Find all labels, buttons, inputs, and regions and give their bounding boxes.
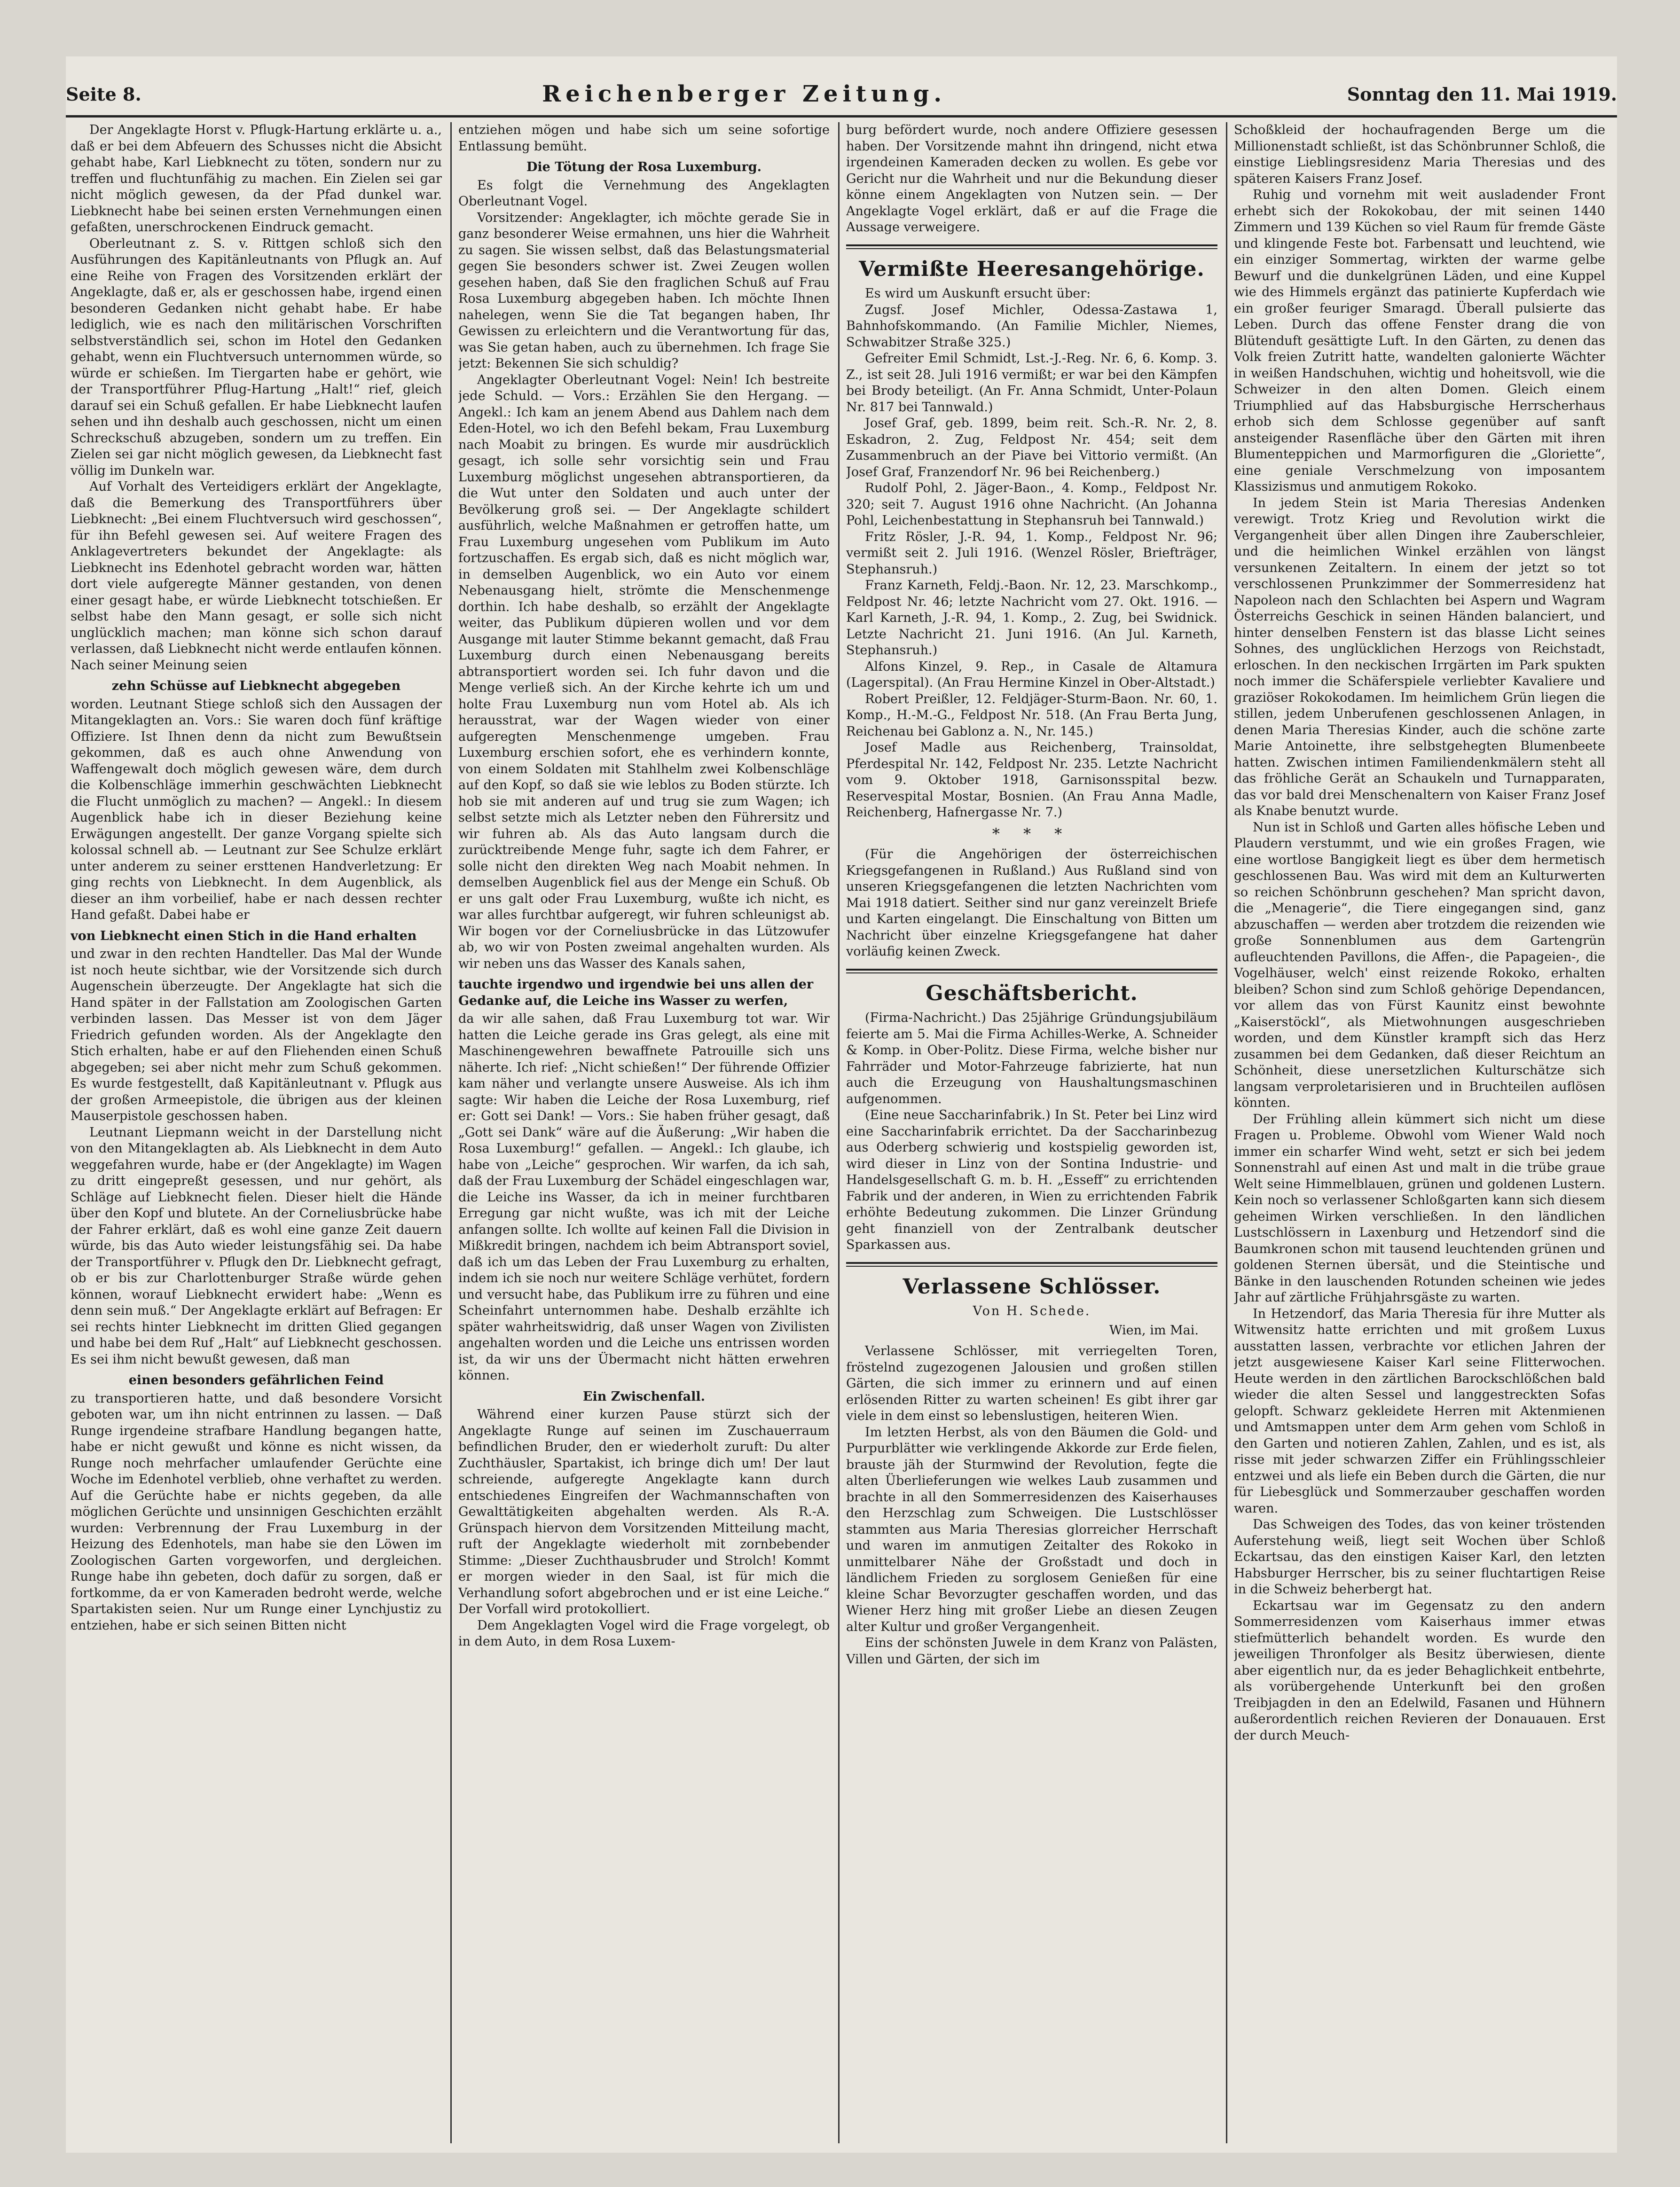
paragraph: Eckartsau war im Gegensatz zu den andern Sommerresidenzen vom Kaiserhaus immer etwas stiefmütterlich behandelt worden. Es wurde den jeweiligen Thronfolger als Besitz überwiesen, diente aber eigentlich nur, da es jeder Behaglichkeit entbehrte, als vorübergehende Unterkunft bei den großen Treibjagden in den an Edelwild, Fasanen und Hühnern außerordentlich reichen Revieren der Donauauen. Erst der durch Meuch- (1234, 1598, 1605, 1743)
paragraph: In Hetzendorf, das Maria Theresia für ihre Mutter als Witwensitz hatte errichten und mit großem Luxus ausstatten lassen, verbrachte vor etlichen Jahren der jetzt ausgewiesene Kaiser Karl seine Flitterwochen. Heute werden in den zärtlichen Barockschlößchen bald wieder die alten Sessel und langgestreckten Sofas gelopft. Schwarz gekleidete Herren mit Aktenmienen und Amtsmappen unter dem Arm gehen vom Schloß in den Garten und notieren Zahlen, Zahlen, und es ist, als risse mit jeder schwarzen Ziffer ein Frühlingsschleier entzwei und als liefe ein Beben durch die Gärten, die nur für Liebesglück und Sommerzauber geschaffen worden waren. (1234, 1306, 1605, 1516)
paragraph: Angeklagter Oberleutnant Vogel: Nein! Ich bestreite jede Schuld. — Vors.: Erzählen Sie den Hergang. — Angekl.: Ich kam an jenem Abend aus Dahlem nach dem Eden-Hotel, wo ich den Befehl bekam, Frau Luxemburg nach Moabit zu bringen. Es wurde mir ausdrücklich gesagt, ich solle sehr vorsichtig sein und Frau Luxemburg möglichst ungesehen abtransportieren, da die Wut unter den Soldaten und auch unter der Bevölkerung groß sei. — Der Angeklagte schildert ausführlich, welche Maßnahmen er getroffen hatte, um Frau Luxemburg ungesehen vom Publikum im Auto fortzuschaffen. Es ergab sich, daß es nicht möglich war, in demselben Augenblick, wo ein Auto vor einem Nebenausgang hielt, strömte die Menschenmenge dorthin. Ich habe deshalb, so erzählt der Angeklagte weiter, das Publikum düpieren wollen und vor dem Ausgange mit lauter Stimme bekannt gemacht, daß Frau Luxemburg durch einen Nebenausgang bereits abtransportiert worden sei. Ich fuhr davon und die Menge verließ sich. An der Kirche kehrte ich um und holte Frau Luxemburg nun vom Hotel ab. Als ich herausstrat, war der Wagen wieder von einer aufgeregten Menschenmenge umgeben. Frau Luxemburg erschien sofort, ehe es verhindern konnte, von einem Soldaten mit Stahlhelm zwei Kolbenschläge auf den Kopf, so daß sie wie leblos zu Boden stürzte. Ich hob sie mit anderen auf und trug sie zum Wagen; ich selbst setzte mich als Letzter neben den Führersitz und wir fuhren ab. Als das Auto langsam durch die zurücktreibende Menge fuhr, sagte ich dem Fahrer, er solle nicht den direkten Weg nach Moabit nehmen. In demselben Augenblick fiel aus der Menge ein Schuß. Ob er uns galt oder Frau Luxemburg, wußte ich nicht, es war alles furchtbar aufgeregt, wir fuhren schleunigst ab. Wir bogen vor der Corneliusbrücke in das Lützowufer ab, wo wir von Posten zweimal angehalten wurden. Als wir neben uns das Wasser des Kanals sahen, (458, 372, 830, 971)
paragraph: Oberleutnant z. S. v. Rittgen schloß sich den Ausführungen des Kapitänleutnants von Pflugk an. Auf eine Reihe von Fragen des Vorsitzenden erklärt der Angeklagte, daß er, als er geschossen habe, irgend einen besonderen Gedanken nicht gehabt habe. Er habe lediglich, wie es nach den militärischen Vorschriften selbstverständlich sei, schon im Hotel den Gedanken gehabt, wenn ein Fluchtversuch unternommen würde, so würde er schießen. Im Tiergarten habe er gehört, wie der Transportführer Pflug-Hartung „Halt!“ rief, gleich darauf sei ein Schuß gefallen. Er habe Liebknecht laufen sehen und ihn deshalb auch geschossen, nicht um einen Schreckschuß abzugeben, sondern um zu treffen. Ein Zielen sei gar nicht möglich gewesen, da Liebknecht fast völlig im Dunkeln war. (71, 236, 442, 478)
paragraph: Eins der schönsten Juwele in dem Kranz von Palästen, Villen und Gärten, der sich im (846, 1636, 1217, 1667)
newspaper-title: Reichenberger Zeitung. (542, 81, 947, 107)
list-item: Gefreiter Emil Schmidt, Lst.-J.-Reg. Nr. 6, 6. Komp. 3. Z., ist seit 28. Juli 1916 vermißt; er war bei den Kämpfen bei Brody beteiligt. (An Fr. Anna Schmidt, Unter-Polaun Nr. 817 bei Tannwald.) (846, 351, 1217, 415)
paragraph: (Firma-Nachricht.) Das 25jährige Gründungsjubiläum feierte am 5. Mai die Firma Achilles-Werke, A. Schneider & Komp. in Ober-Politz. Diese Firma, welche bisher nur Fahrräder und Motor-Fahrzeuge fabrizierte, hat nun auch die Erzeugung von Haushaltungsmaschinen aufgenommen. (846, 1011, 1217, 1106)
issue-date: Sonntag den 11. Mai 1919. (1347, 83, 1617, 105)
section-title: Verlassene Schlösser. (903, 1274, 1161, 1299)
subheading: tauchte irgendwo und irgendwie bei uns allen der Gedanke auf, die Leiche ins Wasser zu werfen, (458, 977, 814, 1008)
paragraph: entziehen mögen und habe sich um seine sofortige Entlassung bemüht. (458, 123, 830, 154)
paragraph: In jedem Stein ist Maria Theresias Andenken verewigt. Trotz Krieg und Revolution wirkt die Vergangenheit über allen Dingen ihre Zauberschleier, und die heimlichen Winkel erzählen von längst versunkenen Zeitaltern. In einem der jetzt so tot verschlossenen Prunkzimmer der Sommerresidenz hat Napoleon nach den Schlachten bei Aspern und Wagram Österreichs Geschick in seinen Händen balanciert, und hinter denselben Fenstern ist das blasse Licht seines Sohnes, des unglücklichen Herzogs von Reichstadt, erloschen. In den neckischen Irrgärten im Park spukten noch immer die Schäferspiele verliebter Kavaliere und graziöser Rokokodamen. Im heimlichem Grün liegen die stillen, jedem Unberufenen geschlossenen Anlagen, in denen Maria Theresias Kinder, auch die schöne zarte Marie Antoinette, ihre selbstgehegten Blumenbeete hatten. Zwischen intimen Familiendenkmälern steht all das fröhliche Gerät an Schaukeln und Turnapparaten, das vor bald drei Menschenaltern von Kaiser Franz Josef als Knabe benutzt wurde. (1234, 495, 1605, 818)
subheading: Ein Zwischenfall. (582, 1389, 706, 1404)
subheading: einen besonders gefährlichen Feind (128, 1373, 384, 1387)
section-rule (846, 1266, 1217, 1267)
paragraph: Dem Angeklagten Vogel wird die Frage vorgelegt, ob in dem Auto, in dem Rosa Luxem- (458, 1618, 830, 1649)
page-header (66, 75, 1617, 113)
paragraph: Der Angeklagte Horst v. Pflugk-Hartung erklärte u. a., daß er bei dem Abfeuern des Schusses nicht die Absicht gehabt habe, Karl Liebknecht zu töten, sondern nur zu treffen und fluchtunfähig zu machen. Ein Zielen sei gar nicht möglich gewesen, da der Pfad dunkel war. Liebknecht habe bei seinen ersten Vernehmungen einen gefaßten, unerschrockenen Eindruck gemacht. (71, 123, 442, 235)
dateline: Wien, im Mai. (1109, 1323, 1199, 1338)
byline: Von H. Schede. (973, 1304, 1091, 1318)
paragraph: Auf Vorhalt des Verteidigers erklärt der Angeklagte, daß die Bemerkung des Transportführers über Liebknecht: „Bei einem Fluchtversuch wird geschossen“, für ihn Befehl gewesen sei. Auf weitere Fragen des Anklagevertreters bekundet der Angeklagte: als Liebknecht ins Edenhotel gebracht worden war, hätten dort viele aufgeregte Männer gestanden, von denen einer gesagt habe, er würde Liebknecht totschießen. Er selbst habe den Mann gesagt, er solle sich nicht unglücklich machen; man könne sich schon darauf verlassen, daß Liebknecht nicht werde entlaufen können. Nach seiner Meinung seien (71, 479, 442, 673)
paragraph: (Eine neue Saccharinfabrik.) In St. Peter bei Linz wird eine Saccharinfabrik errichtet. Da der Saccharinbezug aus Oderberg schwierig und kostspielig geworden ist, wird dieser in Linz von der Sontina Industrie- und Handelsgesellschaft G. m. b. H. „Esseff“ zu errichtenden Fabrik und der anderen, in Wien zu errichtenden Fabrik erhöhte Bedeutung zukommen. Die Linzer Gründung geht finanziell von der Zentralbank deutscher Sparkassen aus. (846, 1108, 1217, 1252)
list-item: Josef Madle aus Reichenberg, Trainsoldat, Pferdespital Nr. 142, Feldpost Nr. 235. Letzte Nachricht vom 9. Oktober 1918, Garnisonsspital bezw. Reservespital Mostar, Bosnien. (An Frau Anna Madle, Reichenberg, Hafnergasse Nr. 7.) (846, 740, 1217, 820)
column-divider (838, 122, 840, 2143)
column-divider (1226, 122, 1227, 2143)
paragraph: Das Schweigen des Todes, das von keiner tröstenden Auferstehung weiß, liegt seit Wochen über Schloß Eckartsau, das den einstigen Kaiser Karl, den letzten Habsburger Herrscher, bis zu seiner fluchtartigen Reise in die Schweiz beherbergt hat. (1234, 1517, 1605, 1597)
column-4 (1234, 122, 1605, 2143)
paragraph: Leutnant Liepmann weicht in der Darstellung nicht von den Mitangeklagten ab. Als Liebknecht in dem Auto weggefahren wurde, habe er (der Angeklagte) im Wagen zu dritt eingepreßt gesessen, und nur gehört, als Schläge auf Liebknecht fielen. Dieser hielt die Hände über den Kopf und blutete. An der Corneliusbrücke habe der Fahrer erklärt, daß es wohl eine ganze Zeit dauern würde, bis das Auto wieder leistungsfähig sei. Da habe der Transportführer v. Pflugk den Dr. Liebknecht gefragt, ob er bis zur Charlottenburger Straße würde gehen können, worauf Liebknecht erwidert habe: „Wenn es denn sein muß.“ Der Angeklagte erklärt auf Befragen: Er sei rechts hinter Liebknecht im dritten Glied gegangen und habe bei dem Ruf „Halt“ auf Liebknecht geschossen. Es sei ihm nicht bewußt gewesen, daß man (71, 1125, 442, 1367)
subheading: zehn Schüsse auf Liebknecht abgegeben (111, 679, 401, 693)
paragraph: Verlassene Schlösser, mit verriegelten Toren, fröstelnd zugezogenen Jalousien und großen stillen Gärten, die sich immer zu erinnern und auf einen erlösenden Ritter zu warten scheinen! Es gibt ihrer gar viele in dem einst so lebenslustigen, heiteren Wien. (846, 1344, 1217, 1423)
section-rule (846, 969, 1217, 971)
subheading: von Liebknecht einen Stich in die Hand erhalten (71, 928, 417, 943)
section-rule (846, 1262, 1217, 1264)
separator-stars: * * * (992, 824, 1072, 843)
section-rule (846, 972, 1217, 973)
paragraph: burg befördert wurde, noch andere Offiziere gesessen haben. Der Vorsitzende mahnt ihn dringend, nicht etwa irgendeinen Kameraden decken zu wollen. Es gebe vor Gericht nur die Wahrheit und nur die Bekundung dieser könne einem Angeklagten von Nutzen sein. — Der Angeklagte Vogel erklärt, daß er auf die Frage die Aussage verweigere. (846, 123, 1217, 235)
list-item: Zugsf. Josef Michler, Odessa-Zastawa 1, Bahnhofskommando. (An Familie Michler, Niemes, Schwabitzer Straße 325.) (846, 302, 1217, 350)
column-1 (71, 122, 442, 2143)
paragraph: zu transportieren hatte, und daß besondere Vorsicht geboten war, um ihn nicht entrinnen zu lassen. — Daß Runge irgendeine strafbare Handlung begangen hatte, habe er nicht gewußt und könne es nicht wissen, da Runge noch mehrfacher umlaufender Gerüchte eine Woche im Edenhotel verblieb, ohne verhaftet zu werden. Auf die Gerüchte habe er nichts gegeben, da alle möglichen Gerüchte und unsinnigen Geschichten erzählt wurden: Verbrennung der Frau Luxemburg in der Heizung des Edenhotels, man habe sie den Löwen im Zoologischen Garten vorgeworfen, und dergleichen. Runge habe ihn gebeten, doch dafür zu sorgen, daß er fortkomme, da er von Kameraden bedroht werde, welche Spartakisten seien. Nur um Runge einer Lynchjustiz zu entziehen, habe er sich seinen Bitten nicht (71, 1391, 442, 1633)
paragraph: Während einer kurzen Pause stürzt sich der Angeklagte Runge auf seinen im Zuschauerraum befindlichen Bruder, den er wiederholt zuruft: Du alter Zuchthäusler, Spartakist, ich bringe dich um! Der laut schreiende, aufgeregte Angeklagte kann durch entschiedenes Eingreifen der Wachmannschaften von Gewalttätigkeiten abgehalten werden. Als R.-A. Grünspach hiervon dem Vorsitzenden Mitteilung macht, ruft der Angeklagte wiederholt mit zornbebender Stimme: „Dieser Zuchthausbruder und Strolch! Kommt er morgen wieder in den Saal, ist für mich die Verhandlung sofort abgebrochen und er ist eine Leiche.“ Der Vorfall wird protokolliert. (458, 1407, 830, 1616)
section-rule (846, 248, 1217, 249)
paragraph: Es wird um Auskunft ersucht über: (865, 286, 1091, 301)
paragraph: Nun ist in Schloß und Garten alles höfische Leben und Plaudern verstummt, und wie ein großes Fragen, wie eine wortlose Bangigkeit liegt es über dem hermetisch geschlossenen Bau. Was wird mit dem an Kulturwerten so reichen Schönbrunn geschehen? Man spricht davon, die „Menagerie“, die Tiere eingegangen sind, ganz abzuschaffen — werden aber trotzdem die reizenden wie große Sonnenblumen aus dem Gartengrün aufleuchtenden Pavillons, die Affen-, die Papageien-, die Vogelhäuser, welch' einst reizende Rokoko, erhalten bleiben? Schon sind zum Schloß gehörige Dependancen, vor allem das von Fürst Kaunitz einst bewohnte „Kaiserstöckl“, als Mietwohnungen ausgeschrieben worden, und dem Künstler krampft sich das Herz zusammen bei dem Gedanken, daß dieser Reichtum an Schönheit, diese unersetzlichen Kulturschätze sich langsam verproletarisieren und in Bruchteilen auflösen könnten. (1234, 820, 1605, 1110)
column-divider (450, 122, 452, 2143)
column-2 (458, 122, 830, 2143)
column-3 (846, 122, 1217, 2143)
paragraph: Vorsitzender: Angeklagter, ich möchte gerade Sie in ganz besonderer Weise ermahnen, uns hier die Wahrheit zu sagen. Sie wissen selbst, daß das Belastungsmaterial gegen Sie besonders schwer ist. Zwei Zeugen wollen gesehen haben, daß Sie den fraglichen Schuß auf Frau Rosa Luxemburg abgegeben haben. Ich möchte Ihnen nahelegen, wenn Sie die Tat begangen haben, Ihr Gewissen zu erleichtern und die Verantwortung für das, was Sie getan haben, auch zu übernehmen. Ich frage Sie jetzt: Bekennen Sie sich schuldig? (458, 210, 830, 371)
paragraph: Der Frühling allein kümmert sich nicht um diese Fragen u. Probleme. Obwohl vom Wiener Wald noch immer ein scharfer Wind weht, setzt er sich bei jedem Sonnenstrahl auf einen Ast und malt in die trübe graue Welt seine Himmelblauen, grünen und goldenen Lustern. Kein noch so verlassener Schloßgarten kann sich diesem geheimen Wirken verschließen. In den ländlichen Lustschlössern in Laxenburg und Hetzendorf sind die Baumkronen schon mit tausend leuchtenden grünen und goldenen Sternen übersät, und die Steintische und Bänke in den lauschenden Rotunden scheinen wie jedes Jahr auf zärtliche Frühjahrsgäste zu warten. (1234, 1112, 1605, 1305)
paragraph: und zwar in den rechten Handteller. Das Mal der Wunde ist noch heute sichtbar, wie der Vorsitzende sich durch Augenschein überzeugte. Der Angeklagte hat sich die Hand später in der Fallstation am Zoologischen Garten verbinden lassen. Das Messer ist von dem Jäger Friedrich gefunden worden. Als der Angeklagte den Stich erhalten, habe er auf den Fliehenden einen Schuß abgegeben; sei aber nicht mehr zum Schuß gekommen. Es wurde festgestellt, daß Kapitänleutnant v. Pflugk aus der großen Armeepistole, die übrigen aus der kleinen Mauserpistole geschossen haben. (71, 947, 442, 1123)
header-rule (66, 115, 1617, 118)
newspaper-page (66, 56, 1617, 2153)
paragraph: Es folgt die Vernehmung des Angeklagten Oberleutnant Vogel. (458, 178, 830, 209)
paragraph: da wir alle sahen, daß Frau Luxemburg tot war. Wir hatten die Leiche gerade ins Gras gelegt, als eine mit Maschinengewehren bewaffnete Patrouille sich uns näherte. Ich rief: „Nicht schießen!“ Der führende Offizier kam näher und verlangte unsere Ausweise. Als ich ihm sagte: Wir haben die Leiche der Rosa Luxemburg, rief er: Gott sei Dank! — Vors.: Sie haben früher gesagt, daß „Gott sei Dank“ wäre auf die Äußerung: „Wir haben die Rosa Luxemburg!“ gefallen. — Angekl.: Ich glaube, ich habe von „Leiche“ gesprochen. Wir warfen, da ich sah, daß der Frau Luxemburg der Schädel eingeschlagen war, die Leiche ins Wasser, da ich in meiner furchtbaren Erregung gar nicht wußte, was ich mit der Leiche anfangen sollte. Ich wollte auf keinen Fall die Division in Mißkredit bringen, nachdem ich beim Abtransport soviel, daß ich um das Leben der Frau Luxemburg zu erhalten, indem ich sie noch nur weitere Schläge verhütet, fordern und versucht habe, das Publikum irre zu führen und eine Scheinfahrt unternommen habe. Deshalb erzählte ich später wahrheitswidrig, daß unser Wagen von Zivilisten angehalten worden und die Leiche uns entrissen worden ist, da wir uns der Übermacht nicht hätten erwehren können. (458, 1011, 830, 1383)
paragraph: Schoßkleid der hochaufragenden Berge um die Millionenstadt schließt, ist das Schönbrunner Schloß, die einstige Lieblingsresidenz Maria Theresias und des späteren Kaisers Franz Josef. (1234, 123, 1605, 186)
subheading: Die Tötung der Rosa Luxemburg. (526, 160, 761, 174)
page-number: Seite 8. (66, 83, 141, 105)
paragraph: Ruhig und vornehm mit weit ausladender Front erhebt sich der Rokokobau, der mit seinen 1440 Zimmern und 139 Küchen so viel Raum für fremde Gäste und klingende Feste bot. Farbensatt und leuchtend, wie ein einziger Sommertag, wirkten der warme gelbe Bewurf und die dunkelgrünen Läden, und eine Kuppel wie des Himmels ergänzt das patinierte Kupferdach wie ein großer feuriger Smaragd. Überall pulsierte das Leben. Durch das offene Fenster drang die von Blütenduft gesättigte Luft. In den Gärten, zu denen das Volk freien Zutritt hatte, wandelten galonierte Wächter in weißen Handschuhen, wichtig und hoheitsvoll, wie die Schweizer in den alten Domen. Gleich einem Triumphlied auf das Habsburgische Herrscherhaus erhob sich dem Schlosse gegenüber auf sanft ansteigender Rasenfläche über den Gärten mit ihren Blumenteppichen und Marmorfiguren die „Gloriette“, eine geniale Verschmelzung von imposantem Klassizismus und anmutigem Rokoko. (1234, 188, 1605, 494)
section-rule (846, 244, 1217, 246)
paragraph: Im letzten Herbst, als von den Bäumen die Gold- und Purpurblätter wie verklingende Akkorde zur Erde fielen, brauste jäh der Sturmwind der Revolution, fegte die alten Überlieferungen wie welkes Laub zusammen und brachte in all den Sommerresidenzen des Kaiserhauses den Herzschlag zum Schweigen. Die Lustschlösser stammten aus Maria Theresias glorreicher Herrschaft und waren im anmutigen Zeitalter des Rokoko in unmittelbarer Nähe der Großstadt und doch in ländlichem Frieden zu sorglosem Genießen für eine kleine Schar Bevorzugter geschaffen worden, und das Wiener Herz hing mit großer Liebe an diesen Zeugen alter Kultur und großer Vergangenheit. (846, 1425, 1217, 1634)
list-item: Robert Preißler, 12. Feldjäger-Sturm-Baon. Nr. 60, 1. Komp., H.-M.-G., Feldpost Nr. 518. (An Frau Berta Jung, Reichenau bei Gablonz a. N., Nr. 145.) (846, 691, 1217, 739)
section-title: Geschäftsbericht. (926, 981, 1138, 1005)
list-item: Franz Karneth, Feldj.-Baon. Nr. 12, 23. Marschkomp., Feldpost Nr. 46; letzte Nachricht vom 27. Okt. 1916. — Karl Karneth, J.-R. 94, 1. Komp., 2. Zug, bei Swidnick. Letzte Nachricht 21. Juni 1916. (An Jul. Karneth, Stephansruh.) (846, 578, 1217, 658)
section-title: Vermißte Heeresangehörige. (859, 257, 1205, 281)
paragraph: worden. Leutnant Stiege schloß sich den Aussagen der Mitangeklagten an. Vors.: Sie waren doch fünf kräftige Offiziere. Ist Ihnen denn da nicht zum Bewußtsein gekommen, daß es auch ohne Anwendung von Waffengewalt doch möglich gewesen wäre, dem durch die Kolbenschläge immerhin geschwächten Liebknecht die Flucht unmöglich zu machen? — Angekl.: In diesem Augenblick habe ich in dieser Beziehung keine Erwägungen angestellt. Der ganze Vorgang spielte sich kolossal schnell ab. — Leutnant zur See Schulze erklärt unter anderem zu seiner ersttenen Handverletzung: Er ging rechts von Liebknecht. In dem Augenblick, als dieser an ihm vorbeilief, habe er nach dessen rechter Hand gefaßt. Dabei habe er (71, 697, 442, 922)
list-item: Alfons Kinzel, 9. Rep., in Casale de Altamura (Lagerspital). (An Frau Hermine Kinzel in Ober-Altstadt.) (846, 659, 1217, 690)
paragraph: (Für die Angehörigen der österreichischen Kriegsgefangenen in Rußland.) Aus Rußland sind von unseren Kriegsgefangenen die letzten Nachrichten vom Mai 1918 datiert. Seither sind nur ganz vereinzelt Briefe und Karten eingelangt. Die Einschaltung von Bitten um Nachricht über einzelne Kriegsgefangene hat daher vorläufig keinen Zweck. (846, 847, 1217, 959)
list-item: Josef Graf, geb. 1899, beim reit. Sch.-R. Nr. 2, 8. Eskadron, 2. Zug, Feldpost Nr. 454; seit dem Zusammenbruch an der Piave bei Vittorio vermißt. (An Josef Graf, Franzendorf Nr. 96 bei Reichenberg.) (846, 416, 1217, 479)
list-item: Rudolf Pohl, 2. Jäger-Baon., 4. Komp., Feldpost Nr. 320; seit 7. August 1916 ohne Nachricht. (An Johanna Pohl, Leichenbestattung in Stephansruh bei Tannwald.) (846, 481, 1217, 528)
list-item: Fritz Rösler, J.-R. 94, 1. Komp., Feldpost Nr. 96; vermißt seit 2. Juli 1916. (Wenzel Rösler, Briefträger, Stephansruh.) (846, 529, 1217, 577)
